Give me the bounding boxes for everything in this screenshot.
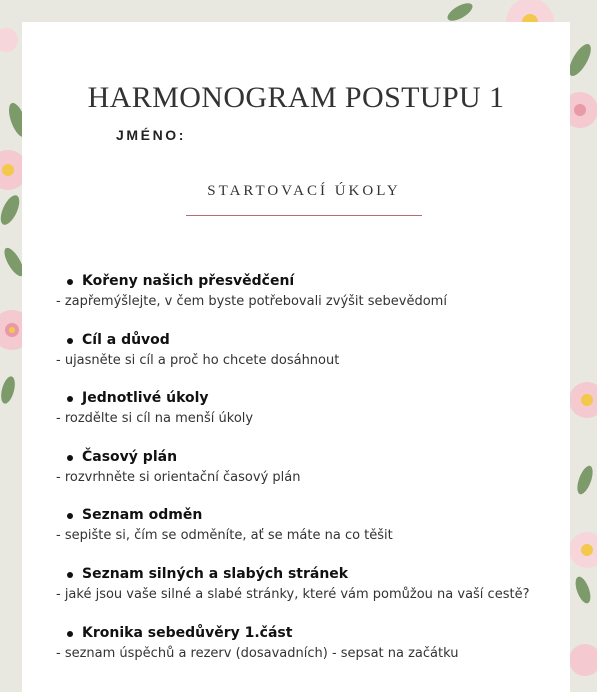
list-item xyxy=(56,507,566,566)
task-list xyxy=(56,273,566,683)
list-item xyxy=(56,625,566,684)
section-divider xyxy=(186,215,422,216)
task-title: Kořeny našich přesvědčení xyxy=(82,273,295,289)
page-title: HARMONOGRAM POSTUPU 1 xyxy=(87,81,505,114)
task-description: - ujasněte si cíl a proč ho chcete dosáhnout xyxy=(56,352,340,368)
task-description: - zapřemýšlejte, v čem byste potřebovali zvýšit sebevědomí xyxy=(56,294,447,309)
bullet-icon xyxy=(67,572,73,578)
list-item xyxy=(56,449,566,508)
task-title: Časový plán xyxy=(82,448,178,465)
bullet-icon xyxy=(67,338,73,344)
task-title: Cíl a důvod xyxy=(82,331,170,348)
bullet-icon xyxy=(67,396,73,402)
task-description: - rozdělte si cíl na menší úkoly xyxy=(56,411,254,427)
list-item xyxy=(56,390,566,449)
task-title: Seznam odměn xyxy=(82,507,203,524)
task-title: Seznam silných a slabých stránek xyxy=(82,565,349,582)
bullet-icon xyxy=(67,279,73,285)
section-subtitle: STARTOVACÍ ÚKOLY xyxy=(207,183,401,199)
name-label: JMÉNO: xyxy=(116,127,187,143)
task-title: Kronika sebedůvěry 1.část xyxy=(82,624,293,641)
rose-flower-icon xyxy=(569,382,597,676)
task-description: - jaké jsou vaše silné a slabé stránky, které vám pomůžou na vaší cestě? xyxy=(56,586,530,602)
list-item xyxy=(56,273,566,332)
task-description: - seznam úspěchů a rezerv (dosavadních) - sepsat na začátku xyxy=(56,645,459,661)
list-item xyxy=(56,566,566,625)
bullet-icon xyxy=(67,455,73,461)
document-page xyxy=(22,22,570,692)
list-item xyxy=(56,332,566,391)
bullet-icon xyxy=(67,631,73,637)
task-description: - sepište si, čím se odměníte, ať se máte na co těšit xyxy=(56,528,393,544)
task-description: - rozvrhněte si orientační časový plán xyxy=(56,469,301,485)
bullet-icon xyxy=(67,513,73,519)
task-title: Jednotlivé úkoly xyxy=(82,390,209,407)
